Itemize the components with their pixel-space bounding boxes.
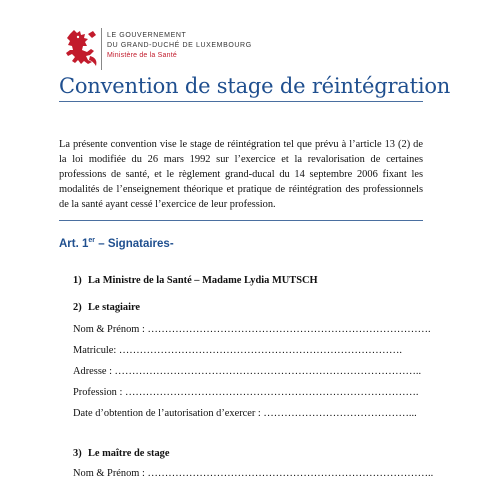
ministry-name: Ministère de la Santé <box>107 52 177 59</box>
field-date-autorisation: Date d’obtention de l’autorisation d’exercer : ……………………………………... <box>73 408 417 419</box>
item-number: 3) <box>73 448 82 459</box>
article-heading <box>59 237 174 250</box>
article-prefix: Art. 1 <box>59 237 89 250</box>
item-label: Le maître de stage <box>88 448 170 459</box>
item-label: La Ministre de la Santé – Madame Lydia MUTSCH <box>88 275 318 286</box>
title-rule <box>59 101 423 102</box>
signatory-maitre-de-stage <box>73 448 169 459</box>
document-title: Convention de stage de réintégration <box>59 74 451 98</box>
field-maitre-nom-prenom: Nom & Prénom : ……………………………………………………………………….. <box>73 468 434 479</box>
org-line-1: LE GOUVERNEMENT <box>107 32 187 39</box>
field-adresse: Adresse : …………………………………………………………………………….. <box>73 366 422 377</box>
field-profession: Profession : …………………………………………………………………………. <box>73 387 419 398</box>
item-number: 2) <box>73 302 82 313</box>
field-nom-prenom: Nom & Prénom : ………………………………………………………………………. <box>73 324 431 335</box>
intro-paragraph: La présente convention vise le stage de réintégration tel que prévu à l’article 13 (2) de la loi modifiée du 26 mars 1992 sur l’exercice et la revalorisation de certaines professions de santé, et le règlement grand-ducal du 14 septembre 2006 fixant les modalités de l’enseignement théorique et pratique de réintégration des professionnels de la santé ayant cessé l’exercice de leur profession. <box>59 139 423 210</box>
article-suffix: – Signataires- <box>95 237 174 250</box>
section-rule <box>59 220 423 221</box>
red-lion-icon <box>60 26 100 70</box>
header-divider <box>101 28 102 70</box>
item-number: 1) <box>73 275 82 286</box>
field-matricule: Matricule: ………………………………………………………………………. <box>73 345 403 356</box>
government-name <box>107 31 252 61</box>
org-line-2: DU GRAND-DUCHÉ DE LUXEMBOURG <box>107 42 252 49</box>
article-superscript: er <box>88 237 96 244</box>
signatory-ministre <box>73 275 318 286</box>
signatory-stagiaire <box>73 302 140 313</box>
item-label: Le stagiaire <box>88 302 141 313</box>
